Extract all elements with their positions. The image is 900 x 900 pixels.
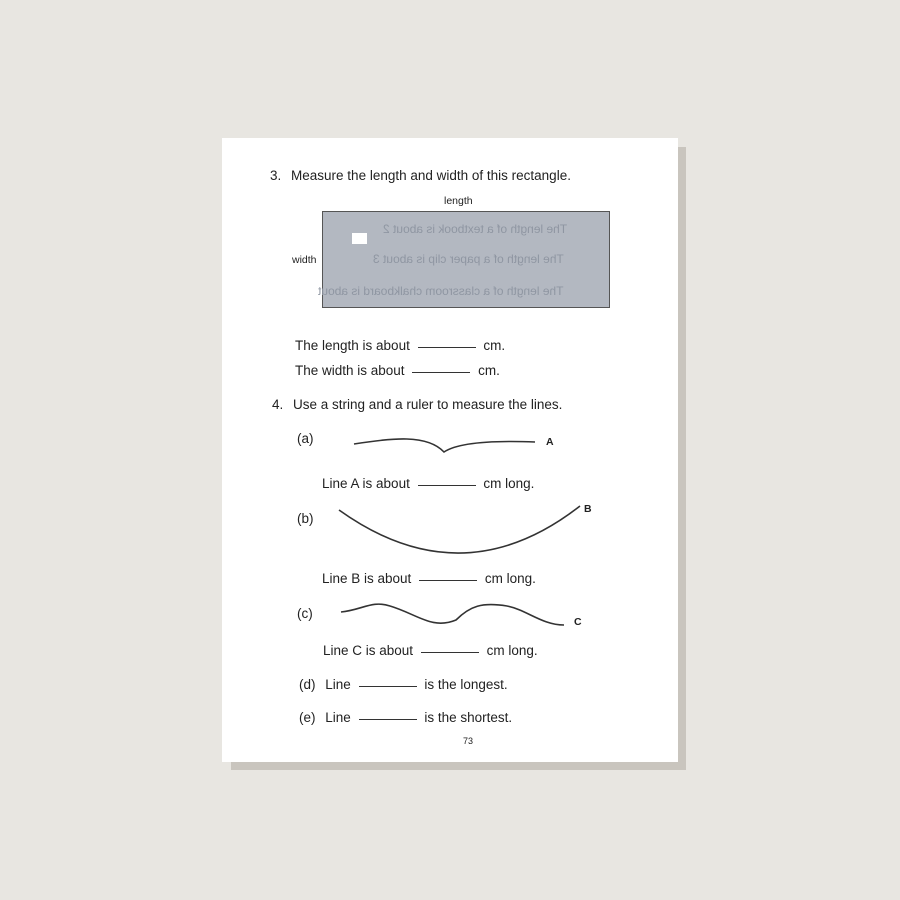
part-b-answer-unit: cm long.	[484, 571, 536, 586]
length-answer-unit: cm.	[483, 338, 506, 353]
line-c-svg	[222, 138, 678, 762]
question-3-number: 3.	[270, 168, 282, 183]
page-number: 73	[463, 736, 474, 746]
part-c-answer-blank[interactable]	[421, 652, 479, 653]
part-d-suffix: is the longest.	[424, 677, 508, 692]
part-e-row	[299, 710, 512, 725]
part-a-answer-unit: cm long.	[483, 476, 535, 491]
question-3-prompt: Measure the length and width of this rectangle.	[291, 168, 571, 183]
part-d-blank[interactable]	[359, 686, 417, 687]
line-c-letter: C	[574, 616, 582, 628]
length-label: length	[444, 195, 473, 207]
part-c-label: (c)	[297, 606, 313, 621]
part-c-answer-prefix: Line C is about	[323, 643, 414, 658]
width-answer-unit: cm.	[478, 363, 500, 378]
width-label: width	[292, 254, 317, 266]
part-e-label: (e)	[299, 710, 316, 725]
part-c-answer-row	[323, 643, 538, 658]
show-through-text-1: The length of a textbook is about 2	[383, 222, 568, 236]
part-e-blank[interactable]	[359, 719, 417, 720]
workbook-page	[222, 138, 678, 762]
part-b-answer-prefix: Line B is about	[322, 571, 412, 586]
question-4-number: 4.	[272, 397, 284, 412]
width-answer-prefix: The width is about	[295, 363, 405, 378]
part-d-label: (d)	[299, 677, 316, 692]
part-a-label: (a)	[297, 431, 314, 446]
question-4-prompt: Use a string and a ruler to measure the lines.	[293, 397, 563, 412]
part-a-answer-prefix: Line A is about	[322, 476, 410, 491]
show-through-text-2: The length of a paper clip is about 3	[373, 252, 564, 266]
part-d-prefix: Line	[325, 677, 351, 692]
line-a-letter: A	[546, 436, 554, 448]
show-through-text-3: The length of a classroom chalkboard is about	[318, 284, 564, 298]
part-c-answer-unit: cm long.	[486, 643, 538, 658]
part-b-label: (b)	[297, 511, 314, 526]
line-b-letter: B	[584, 503, 592, 515]
line-c	[341, 604, 564, 625]
part-d-row	[299, 677, 508, 692]
part-e-suffix: is the shortest.	[424, 710, 513, 725]
part-e-prefix: Line	[325, 710, 351, 725]
length-answer-prefix: The length is about	[295, 338, 410, 353]
